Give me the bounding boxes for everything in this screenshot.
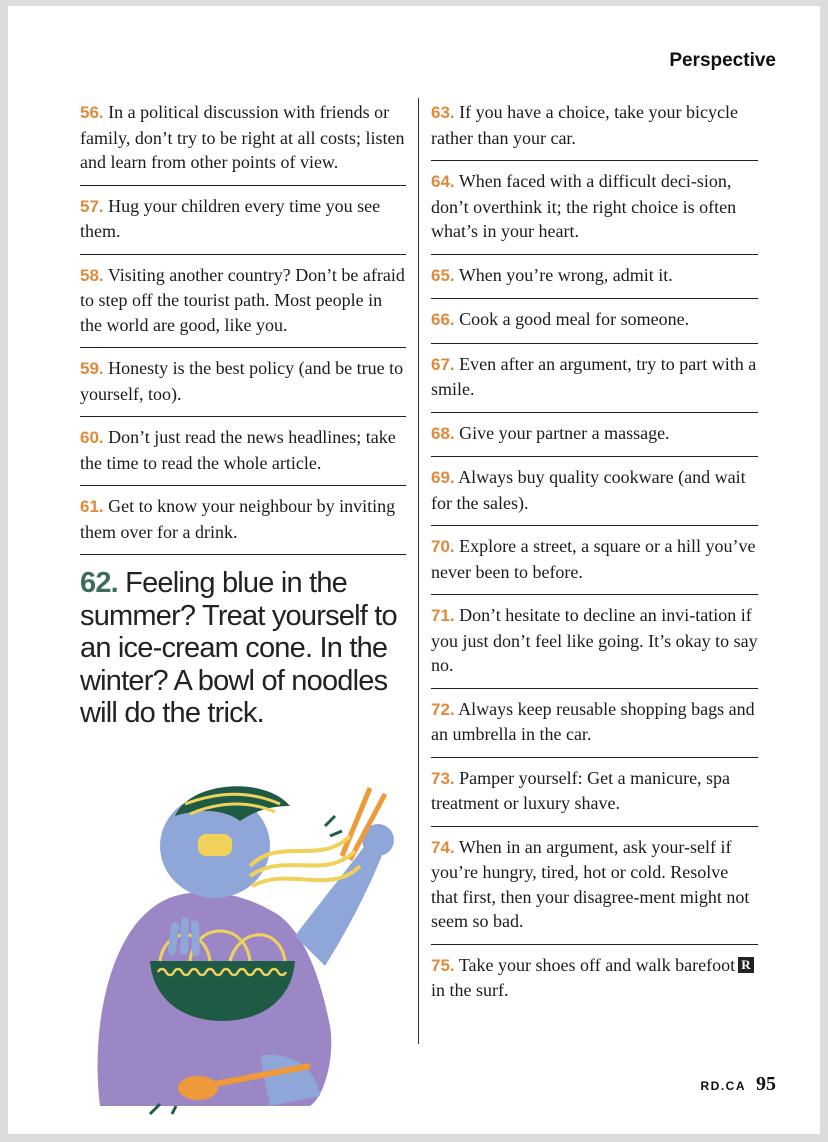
tip-text: Always buy quality cookware (and wait for the sales). — [431, 467, 746, 513]
tip-70 — [431, 526, 758, 595]
tip-text: Honesty is the best policy (and be true to yourself, too). — [80, 358, 404, 404]
featured-tip-text: Feeling blue in the summer? Treat yourself to an ice-cream cone. In the winter? A bowl of noodles will do the trick. — [80, 567, 397, 729]
section-label: Perspective — [669, 50, 776, 71]
tip-number: 57. — [80, 196, 104, 216]
tip-text: Explore a street, a square or a hill you’ve never been to before. — [431, 536, 756, 582]
left-column — [80, 100, 406, 730]
page-number: 95 — [756, 1073, 776, 1095]
tip-58 — [80, 255, 406, 349]
tip-64 — [431, 161, 758, 255]
tip-number: 73. — [431, 768, 455, 788]
featured-tip-number: 62. — [80, 567, 118, 599]
tip-text: Pamper yourself: Get a manicure, spa treatment or luxury shave. — [431, 767, 731, 813]
tip-text: If you have a choice, take your bicycle rather than your car. — [431, 102, 739, 148]
tip-number: 65. — [431, 265, 455, 285]
tip-73 — [431, 758, 758, 827]
tip-65 — [431, 255, 758, 300]
tip-number: 75. — [431, 955, 455, 975]
tip-60 — [80, 417, 406, 486]
tip-72 — [431, 689, 758, 758]
site-url: RD.CA — [700, 1079, 746, 1093]
tip-text: When faced with a difficult deci-sion, don’t overthink it; the right choice is often what’s in your heart. — [431, 171, 737, 241]
tip-number: 63. — [431, 103, 455, 122]
tip-number: 61. — [80, 497, 104, 516]
column-divider — [418, 98, 419, 1044]
tip-75 — [431, 945, 758, 1003]
magazine-page — [8, 6, 820, 1134]
tip-67 — [431, 344, 758, 413]
tip-text: Even after an argument, try to part with a smile. — [431, 353, 757, 399]
tip-text: Cook a good meal for someone. — [454, 309, 690, 329]
tip-number: 59. — [80, 359, 104, 378]
tip-text: Give your partner a massage. — [454, 422, 670, 443]
tip-number: 66. — [431, 310, 455, 329]
tip-text: In a political discussion with friends or family, don’t try to be right at all costs; listen and learn from other points of view. — [80, 102, 405, 172]
tip-number: 72. — [431, 699, 455, 719]
tip-number: 56. — [80, 103, 104, 122]
tip-number: 74. — [431, 837, 455, 857]
page-footer — [701, 1073, 777, 1096]
tip-74 — [431, 827, 758, 945]
tip-text: Get to know your neighbour by inviting them over for a drink. — [80, 496, 396, 542]
tip-71 — [431, 595, 758, 689]
tip-number: 71. — [431, 606, 455, 625]
tip-59 — [80, 348, 406, 417]
right-column — [431, 100, 758, 1003]
featured-tip-62 — [80, 555, 406, 730]
tip-66 — [431, 299, 758, 344]
rd-logo-icon: R — [738, 957, 754, 973]
tip-text: When you’re wrong, admit it. — [454, 264, 673, 285]
tip-number: 68. — [431, 423, 455, 443]
tip-number: 69. — [431, 468, 455, 487]
person-eating-noodles-illustration — [80, 776, 410, 1116]
tip-text: Don’t hesitate to decline an invi-tation if you just don’t feel like going. It’s okay to say no. — [431, 605, 758, 675]
tip-57 — [80, 186, 406, 255]
tip-text: Don’t just read the news headlines; take the time to read the whole article. — [80, 427, 396, 473]
tip-text: Hug your children every time you see them. — [80, 195, 381, 241]
tip-text: Always keep reusable shopping bags and an umbrella in the car. — [431, 698, 755, 744]
tip-number: 70. — [431, 537, 455, 556]
tip-56 — [80, 100, 406, 186]
tip-number: 67. — [431, 354, 455, 374]
tip-63 — [431, 100, 758, 161]
tip-69 — [431, 457, 758, 526]
tip-number: 60. — [80, 428, 104, 447]
tip-text: Visiting another country? Don’t be afraid to step off the tourist path. Most people in the world are good, like you. — [80, 264, 405, 335]
tip-61 — [80, 486, 406, 555]
tip-68 — [431, 413, 758, 458]
tip-text: Take your shoes off and walk barefoot in the surf. — [431, 954, 736, 1000]
tip-number: 64. — [431, 172, 455, 191]
tip-number: 58. — [80, 265, 104, 285]
tip-text: When in an argument, ask your-self if you’re hungry, tired, hot or cold. Resolve that first, then your disagree-ment might not seem so bad. — [431, 836, 750, 931]
